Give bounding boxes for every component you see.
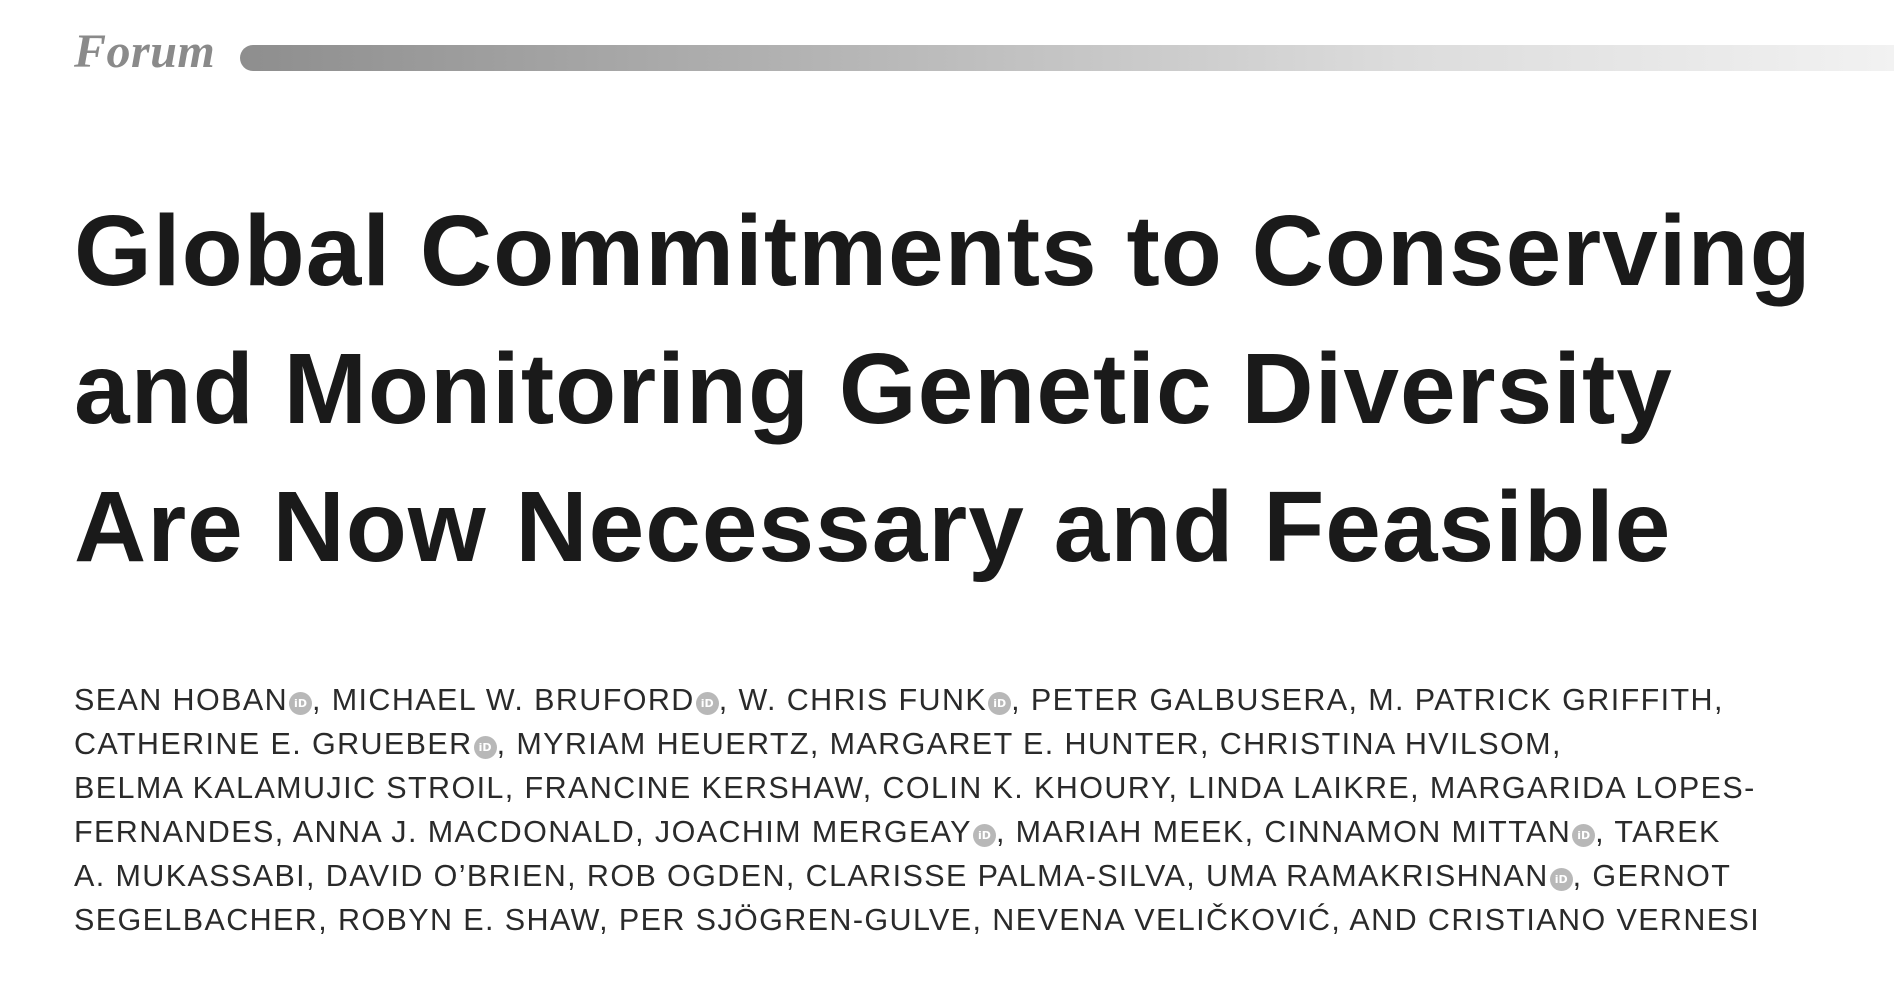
author-names: , PETER GALBUSERA, M. PATRICK GRIFFITH, bbox=[1011, 683, 1724, 717]
author-names: CATHERINE E. GRUEBER bbox=[74, 727, 473, 761]
author-line-4 bbox=[74, 810, 1874, 854]
author-names: , MYRIAM HEUERTZ, MARGARET E. HUNTER, CHRISTINA HVILSOM, bbox=[496, 727, 1562, 761]
author-names: , MARIAH MEEK, CINNAMON MITTAN bbox=[995, 815, 1572, 849]
author-line-3 bbox=[74, 766, 1874, 810]
orcid-icon[interactable]: iD bbox=[289, 692, 312, 715]
author-names: A. MUKASSABI, DAVID O’BRIEN, ROB OGDEN, CLARISSE PALMA-SILVA, UMA RAMAKRISHNAN bbox=[74, 859, 1549, 893]
article-title bbox=[74, 182, 1854, 596]
author-list bbox=[74, 678, 1874, 942]
author-names: , TAREK bbox=[1595, 815, 1721, 849]
orcid-icon[interactable]: iD bbox=[1550, 868, 1573, 891]
author-line-2 bbox=[74, 722, 1874, 766]
author-line-1 bbox=[74, 678, 1874, 722]
author-names: , MICHAEL W. BRUFORD bbox=[312, 683, 695, 717]
orcid-icon[interactable]: iD bbox=[696, 692, 719, 715]
title-line-2: and Monitoring Genetic Diversity bbox=[74, 333, 1673, 445]
author-line-6 bbox=[74, 898, 1874, 942]
author-names: BELMA KALAMUJIC STROIL, FRANCINE KERSHAW, COLIN K. KHOURY, LINDA LAIKRE, MARGARIDA LOPES- bbox=[74, 771, 1756, 805]
orcid-icon[interactable]: iD bbox=[1572, 824, 1595, 847]
orcid-icon[interactable]: iD bbox=[988, 692, 1011, 715]
title-line-3: Are Now Necessary and Feasible bbox=[74, 471, 1672, 583]
author-names: , GERNOT bbox=[1572, 859, 1732, 893]
orcid-icon[interactable]: iD bbox=[973, 824, 996, 847]
section-header-bar bbox=[240, 45, 1894, 71]
section-label: Forum bbox=[74, 25, 216, 78]
orcid-icon[interactable]: iD bbox=[474, 736, 497, 759]
author-names: FERNANDES, ANNA J. MACDONALD, JOACHIM MERGEAY bbox=[74, 815, 972, 849]
author-line-5 bbox=[74, 854, 1874, 898]
author-names: , W. CHRIS FUNK bbox=[718, 683, 988, 717]
author-names: SEGELBACHER, ROBYN E. SHAW, PER SJÖGREN-GULVE, NEVENA VELIČKOVIĆ, AND CRISTIANO VERNESI bbox=[74, 903, 1761, 937]
title-line-1: Global Commitments to Conserving bbox=[74, 195, 1812, 307]
author-names: SEAN HOBAN bbox=[74, 683, 288, 717]
section-header bbox=[0, 20, 1894, 100]
